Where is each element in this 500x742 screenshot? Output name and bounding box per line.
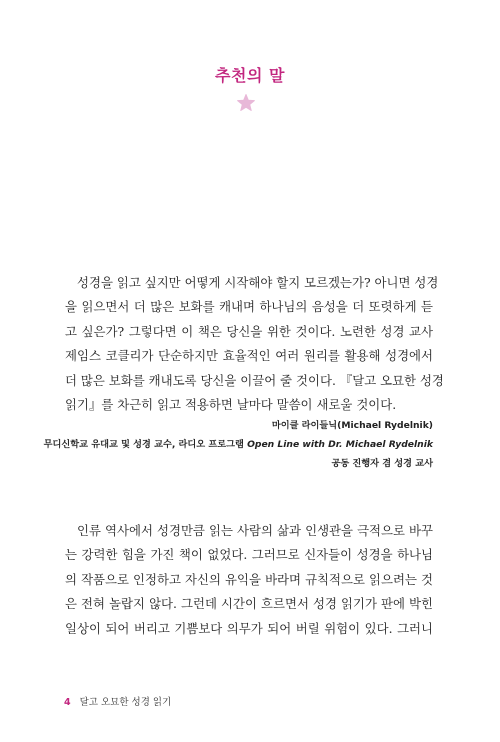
page-footer [64, 694, 171, 708]
text-line: 인류 역사에서 성경만큼 읽는 사람의 삶과 인생관을 극적으로 바꾸 [77, 523, 433, 538]
attribution-affiliation [44, 436, 433, 450]
text-line: 는 강력한 힘을 가진 책이 없었다. 그러므로 신자들이 성경을 하나님 [65, 547, 433, 563]
text-line: 을 읽으면서 더 많은 보화를 캐내며 하나님의 음성을 더 또렷하게 듣 [65, 299, 433, 315]
running-title: 달고 오묘한 성경 읽기 [79, 697, 172, 708]
page-number: 4 [64, 697, 71, 708]
star-icon [236, 93, 256, 113]
section-title: 추천의 말 [215, 66, 285, 85]
program-title: Open Line with Dr. Michael Rydelnik [247, 439, 433, 450]
text-line: 성경을 읽고 싶지만 어떻게 시작해야 할지 모르겠는가? 아니면 성경 [77, 275, 439, 290]
text-line: 읽기』를 차근히 읽고 적용하면 날마다 말씀이 새로울 것이다. [65, 397, 397, 413]
text-line: 의 작품으로 인정하고 자신의 유익을 바라며 규칙적으로 읽으려는 것 [65, 571, 433, 587]
text-line: 은 전혀 놀랍지 않다. 그런데 시간이 흐르면서 성경 읽기가 판에 박힌 [65, 596, 433, 612]
text-line: 일상이 되어 버리고 기쁨보다 의무가 되어 버릴 위험이 있다. 그러니 [65, 620, 433, 636]
text-line: 더 많은 보화를 캐내도록 당신을 이끌어 줄 것이다. 『달고 오묘한 성경 [65, 372, 444, 388]
affiliation-text: 무디신학교 유대교 및 성경 교수, 라디오 프로그램 [43, 439, 248, 450]
attribution-name: 마이클 라이들닉(Michael Rydelnik) [271, 420, 433, 431]
text-line: 고 싶은가? 그렇다면 이 책은 당신을 위한 것이다. 노련한 성경 교사 [65, 323, 433, 339]
recommendation-paragraph [65, 271, 444, 417]
attribution-role: 공동 진행자 겸 성경 교사 [331, 458, 433, 469]
intro-paragraph [65, 519, 433, 641]
text-line: 제임스 코클리가 단순하지만 효율적인 여러 원리를 활용해 성경에서 [65, 348, 433, 364]
